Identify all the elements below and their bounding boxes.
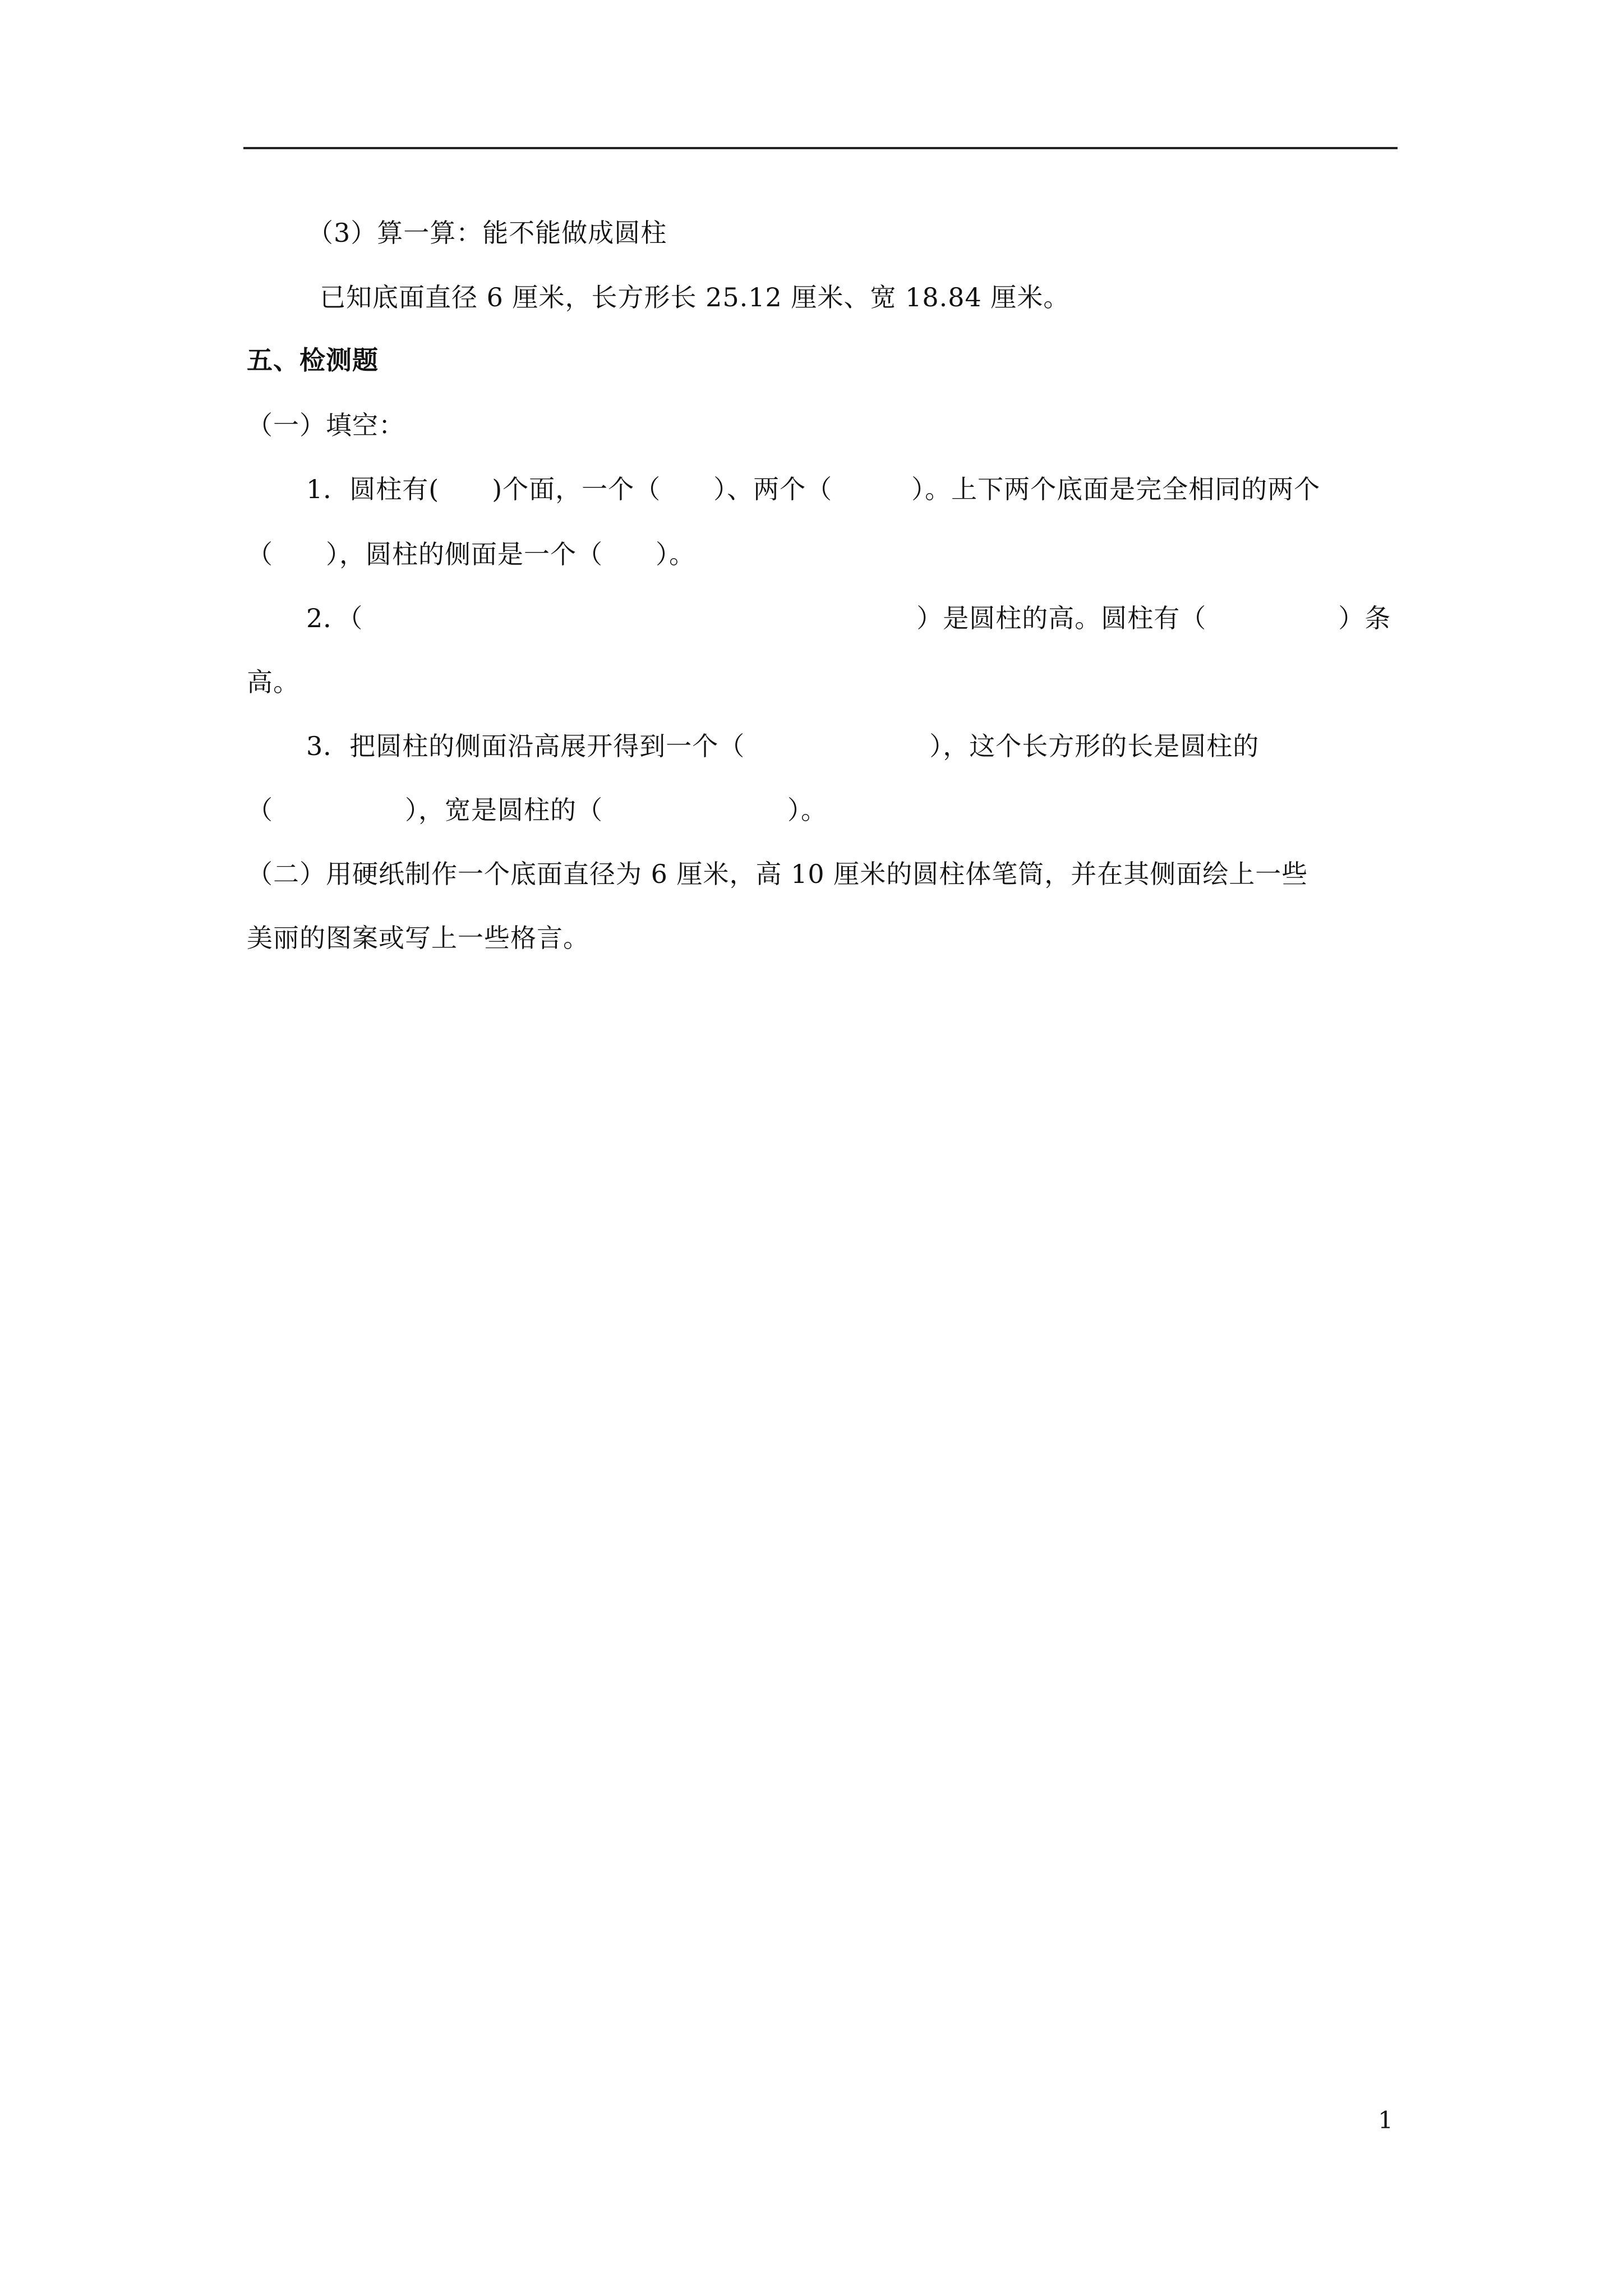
question-1-line-1: 1．圆柱有( )个面，一个（ ）、两个（ ）。上下两个底面是完全相同的两个 [306, 474, 1321, 504]
question-3-line-1: 3．把圆柱的侧面沿高展开得到一个（ ），这个长方形的长是圆柱的 [306, 731, 1260, 761]
question-3-line-2: （ ），宽是圆柱的（ ）。 [247, 795, 827, 825]
task-2-line-2: 美丽的图案或写上一些格言。 [247, 923, 589, 953]
calc-given-text: 已知底面直径 6 厘米，长方形长 25.12 厘米、宽 18.84 厘米。 [320, 282, 1070, 312]
question-2-line-2: 高。 [247, 667, 299, 697]
task-2-line-1: （二）用硬纸制作一个底面直径为 6 厘米，高 10 厘米的圆柱体笔筒，并在其侧面绘上一些 [247, 859, 1308, 889]
page-number: 1 [1378, 2106, 1393, 2134]
question-2-line-1: 2．（ ）是圆柱的高。圆柱有（ ）条 [306, 603, 1391, 633]
subsection-fill-blank: （一）填空： [247, 410, 405, 440]
question-1-line-2: （ ），圆柱的侧面是一个（ ）。 [247, 539, 695, 569]
calc-heading: （3）算一算：能不能做成圆柱 [307, 218, 667, 248]
header-rule [243, 147, 1398, 149]
section-title-test: 五、检测题 [247, 345, 379, 375]
